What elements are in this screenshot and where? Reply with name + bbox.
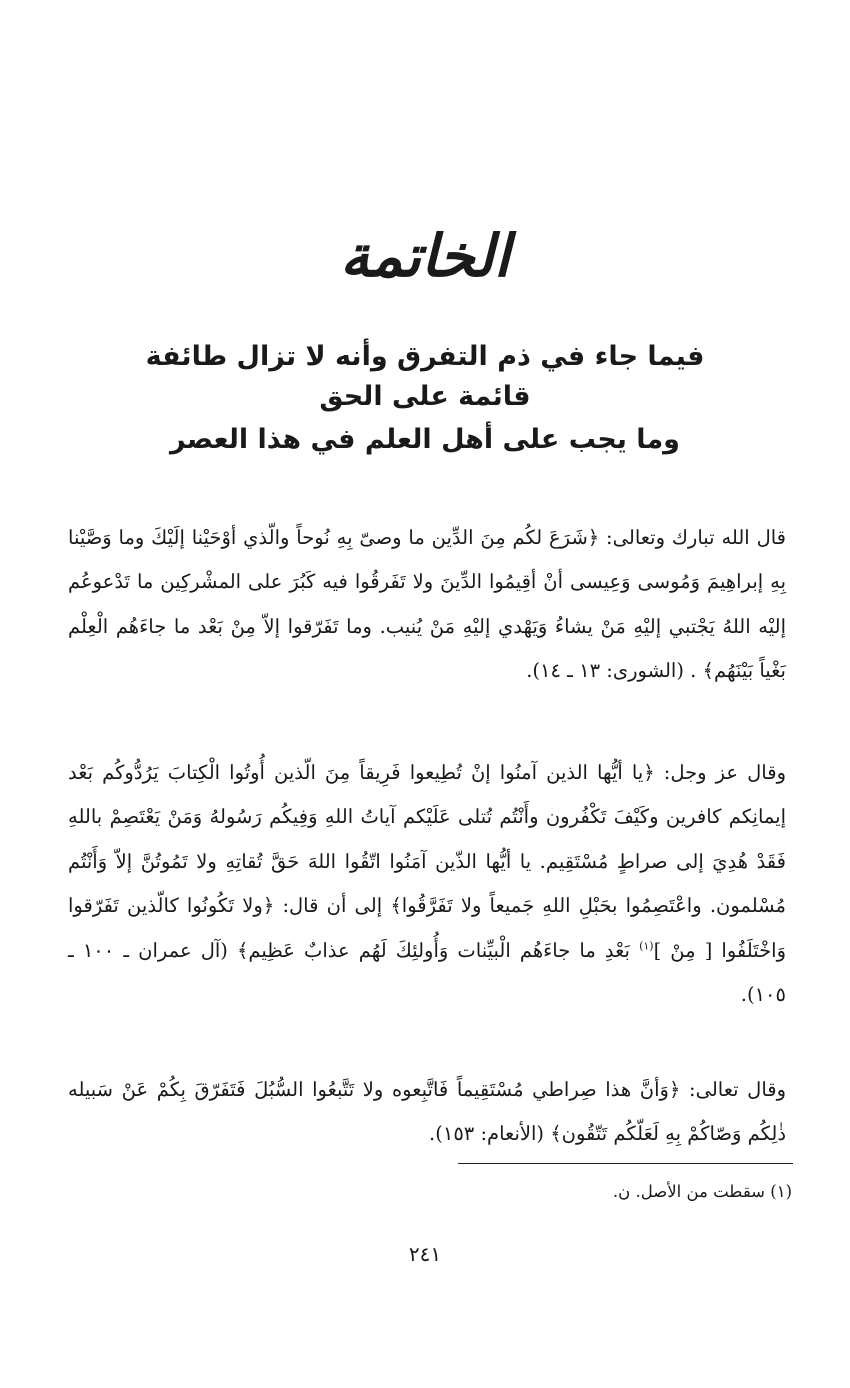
paragraph-3: وقال تعالى: ﴿وَأنَّ هذا صِراطي مُسْتَقِيماً فَاتَّبِعوه ولا تَتَّبعُوا السُّبُلَ فَتَفَرّقَ بِكُمْ عَنْ سَبيله ذٰلِكُم وَصّاكُمْ بِهِ لَعَلّكُم تَتّقُون﴾ (الأنعام: ١٥٣). [68, 1077, 786, 1145]
page-number: ٢٤١ [408, 1242, 442, 1266]
footnote-divider [458, 1163, 793, 1164]
paragraph-1: قال الله تبارك وتعالى: ﴿شَرَعَ لكُم مِنَ الدِّين ما وصىّ بِهِ نُوحاً والّذي أوْحَيْنا إلَيْكَ وما وَصَّيْنا بِهِ إبراهِيمَ وَمُوسى وَعِيسى أنْ أقِيمُوا الدِّينَ ولا تَفَرقُوا فيه كَبُرَ على المشْركِين ما تَدْعوعُم إليْه اللهُ يَجْتبي إليْهِ مَنْ يشاءُ وَيَهْدي إليْهِ مَنْ يُنيب. وما تَفَرّقوا إلاّ مِنْ بَعْد ما جاءَهُم الْعِلْم بَغْياً بَيْنَهُم﴾ . (الشورى: ١٣ ـ ١٤). [68, 525, 786, 682]
footnote: (١) سقطت من الأصل. ن. [612, 1182, 792, 1201]
paragraph-2-text-after: بَعْدِ ما جاءَهُم الْبيِّنات وَأُولئِكَ لَهُم عذابٌ عَظِيم﴾ (آل عمران ـ ١٠٠ ـ ١٠٥). [68, 938, 786, 1006]
footnote-marker: (١) [639, 939, 654, 952]
paragraph-2-text-before: وقال عز وجل: ﴿يا أيُّها الذين آمنُوا إنْ تُطِيعوا فَرِيقاً مِنَ الّذين أُوتُوا الْكِتابَ يَرُدُّوكُم بَعْد إيمانِكم كافرين وكَيْفَ تَكْفُرون وأَنْتُم تُتلى عَلَيْكم آياتُ اللهِ وَفِيكُم رَسُولهُ وَمَنْ يَعْتَصِمْ باللهِ فَقَدْ هُدِيَ إلى صراطٍ مُسْتَقِيم. يا أيُّها الذّين آمَنُوا اتّقُوا اللهَ حَقَّ تُقاتِهِ ولا تَمُوتُنَّ إلاّ وَأَنْتُم مُسْلمون. واعْتَصِمُوا بحَبْلِ اللهِ جَميعاً ولا تَفَرَّقُوا﴾ إلى أن قال: ﴿ولا تَكُونُوا كالّذين تَفَرّقوا وَاخْتَلَفُوا [ مِنْ ] [68, 760, 786, 962]
chapter-title: الخاتمة [340, 222, 510, 290]
paragraph-2 [68, 751, 786, 1018]
subtitle-line-2: وما يجب على أهل العلم في هذا العصر [170, 424, 680, 455]
subtitle-line-1: فيما جاء في ذم التفرق وأنه لا تزال طائفة قائمة على الحق [145, 341, 705, 412]
